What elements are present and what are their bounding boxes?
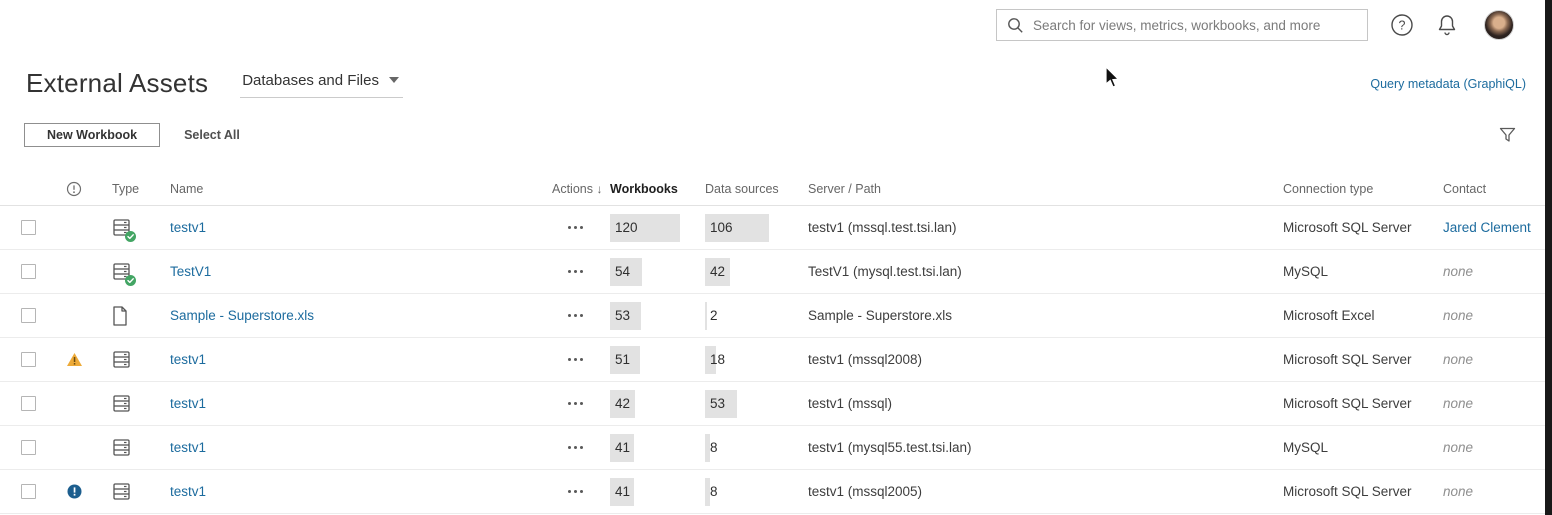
data-sources-count: 106: [710, 220, 733, 235]
filter-icon[interactable]: [1499, 127, 1516, 143]
server-path-text: testv1 (mssql2008): [808, 352, 923, 367]
row-checkbox[interactable]: [21, 484, 36, 499]
connection-type-text: Microsoft SQL Server: [1283, 220, 1412, 235]
workbooks-count: 41: [615, 440, 631, 455]
search-box[interactable]: [996, 9, 1368, 41]
data-sources-count: 18: [710, 352, 726, 367]
contact-link[interactable]: Jared Clement: [1443, 220, 1531, 235]
row-checkbox[interactable]: [21, 396, 36, 411]
notifications-bell-icon[interactable]: [1436, 13, 1458, 37]
asset-name-link[interactable]: TestV1: [170, 264, 212, 279]
database-icon: [111, 393, 133, 415]
database-icon: [111, 261, 133, 283]
server-path-text: testv1 (mysql55.test.tsi.lan): [808, 440, 972, 455]
connection-type-text: MySQL: [1283, 440, 1329, 455]
column-header-actions: [552, 182, 610, 196]
user-avatar[interactable]: [1484, 10, 1514, 40]
table-row: [0, 206, 1552, 250]
connection-type-text: MySQL: [1283, 264, 1329, 279]
data-sources-count: 53: [710, 396, 726, 411]
table-row: [0, 294, 1552, 338]
select-all-button[interactable]: Select All: [184, 128, 240, 142]
data-sources-count: 42: [710, 264, 726, 279]
search-icon: [1007, 17, 1024, 34]
database-icon: [111, 437, 133, 459]
svg-text:?: ?: [1398, 18, 1406, 33]
page-header: [0, 68, 1552, 99]
certified-badge-icon: [125, 275, 136, 286]
contact-value: none: [1443, 352, 1474, 367]
alert-circle-icon: [66, 181, 82, 197]
asset-name-link[interactable]: testv1: [170, 484, 207, 499]
column-header-name[interactable]: Name: [170, 182, 204, 196]
info-alert-icon: [67, 484, 82, 499]
server-path-text: testv1 (mssql2005): [808, 484, 923, 499]
workbooks-count: 54: [615, 264, 631, 279]
connection-type-text: Microsoft SQL Server: [1283, 484, 1412, 499]
view-selector-dropdown[interactable]: [240, 70, 403, 98]
actions-menu-button[interactable]: [568, 490, 583, 493]
column-header-type[interactable]: Type: [112, 182, 140, 196]
contact-value: none: [1443, 264, 1474, 279]
data-sources-count: 8: [710, 484, 718, 499]
actions-header-label: Actions: [552, 182, 593, 196]
view-selector-label: Databases and Files: [242, 71, 379, 89]
column-header-data-sources[interactable]: Data sources: [705, 182, 779, 196]
workbooks-count: 120: [615, 220, 638, 235]
row-checkbox[interactable]: [21, 308, 36, 323]
help-icon[interactable]: [1390, 13, 1414, 37]
new-workbook-button[interactable]: New Workbook: [24, 123, 160, 147]
asset-name-link[interactable]: testv1: [170, 440, 207, 455]
column-header-workbooks[interactable]: Workbooks: [610, 182, 678, 196]
certified-badge-icon: [125, 231, 136, 242]
assets-table: [0, 173, 1552, 514]
actions-menu-button[interactable]: [568, 226, 583, 229]
sort-descending-icon: ↓: [596, 182, 603, 196]
connection-type-text: Microsoft SQL Server: [1283, 396, 1412, 411]
page-title: External Assets: [26, 68, 209, 98]
contact-value: none: [1443, 396, 1474, 411]
actions-menu-button[interactable]: [568, 446, 583, 449]
asset-name-link[interactable]: Sample - Superstore.xls: [170, 308, 315, 323]
row-checkbox[interactable]: [21, 220, 36, 235]
data-sources-count: 2: [710, 308, 718, 323]
row-checkbox[interactable]: [21, 352, 36, 367]
contact-value: none: [1443, 440, 1474, 455]
file-icon: [111, 305, 129, 327]
toolbar: [0, 123, 1552, 147]
server-path-text: TestV1 (mysql.test.tsi.lan): [808, 264, 962, 279]
asset-name-link[interactable]: testv1: [170, 396, 207, 411]
actions-menu-button[interactable]: [568, 314, 583, 317]
workbooks-count: 41: [615, 484, 631, 499]
workbooks-count: 42: [615, 396, 631, 411]
table-row: [0, 250, 1552, 294]
database-icon: [111, 481, 133, 503]
dark-edge-strip: [1545, 0, 1552, 515]
column-header-server-path[interactable]: Server / Path: [808, 182, 881, 196]
server-path-text: testv1 (mssql.test.tsi.lan): [808, 220, 957, 235]
data-sources-count: 8: [710, 440, 718, 455]
actions-menu-button[interactable]: [568, 270, 583, 273]
column-header-contact[interactable]: Contact: [1443, 182, 1487, 196]
query-metadata-link[interactable]: Query metadata (GraphiQL): [1370, 76, 1526, 91]
table-row: [0, 382, 1552, 426]
chevron-down-icon: [389, 77, 399, 83]
table-header-row: [0, 173, 1552, 206]
table-row: [0, 338, 1552, 382]
table-row: [0, 426, 1552, 470]
database-icon: [111, 217, 133, 239]
server-path-text: testv1 (mssql): [808, 396, 893, 411]
table-row: [0, 470, 1552, 514]
search-input[interactable]: [1033, 18, 1357, 33]
contact-value: none: [1443, 484, 1474, 499]
column-header-connection-type[interactable]: Connection type: [1283, 182, 1374, 196]
connection-type-text: Microsoft SQL Server: [1283, 352, 1412, 367]
table-body: [0, 206, 1552, 514]
actions-menu-button[interactable]: [568, 358, 583, 361]
row-checkbox[interactable]: [21, 440, 36, 455]
row-checkbox[interactable]: [21, 264, 36, 279]
workbooks-count: 51: [615, 352, 631, 367]
actions-menu-button[interactable]: [568, 402, 583, 405]
asset-name-link[interactable]: testv1: [170, 352, 207, 367]
database-icon: [111, 349, 133, 371]
topbar: [0, 0, 1552, 44]
warning-icon: [66, 352, 83, 367]
workbooks-count: 53: [615, 308, 631, 323]
asset-name-link[interactable]: testv1: [170, 220, 207, 235]
connection-type-text: Microsoft Excel: [1283, 308, 1375, 323]
server-path-text: Sample - Superstore.xls: [808, 308, 953, 323]
contact-value: none: [1443, 308, 1474, 323]
